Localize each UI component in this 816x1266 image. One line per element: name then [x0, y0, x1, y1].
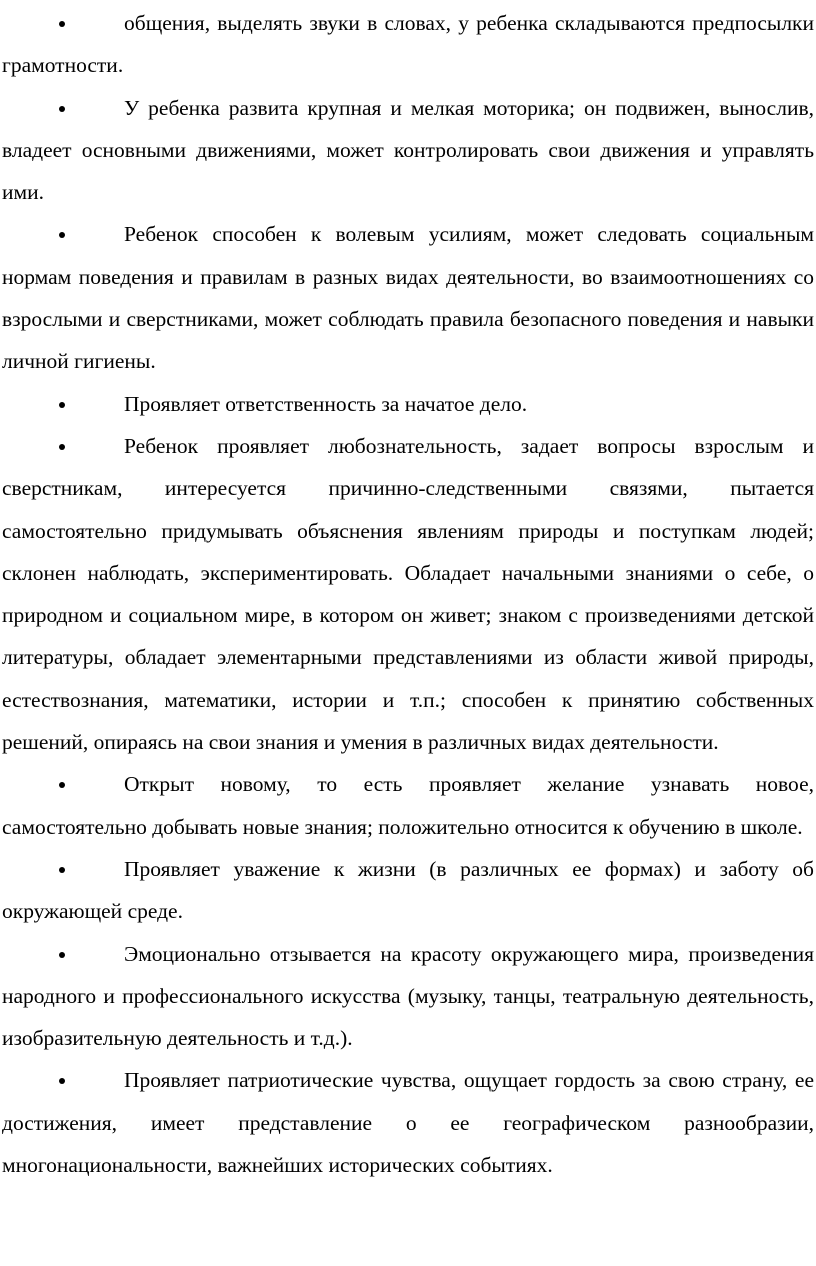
bullet-item	[2, 213, 814, 382]
bullet-dot-icon	[59, 383, 66, 425]
bullet-dot-icon	[59, 213, 66, 255]
bullet-item	[2, 848, 814, 933]
bullet-item-text: Проявляет патриотические чувства, ощущает гордость за свою страну, ее достижения, имеет представление о ее географическом разнообразии, многонациональности, важнейших исторических событиях.	[2, 1068, 814, 1178]
bullet-item-text: Ребенок способен к волевым усилиям, может следовать социальным нормам поведения и правилам в разных видах деятельности, во взаимоотношениях со взрослыми и сверстниками, может соблюдать правила безопасного поведения и навыки личной гигиены.	[2, 222, 814, 374]
bullet-dot-icon	[59, 2, 66, 44]
bullet-dot-icon	[59, 848, 66, 890]
bullet-item-text: Эмоционально отзывается на красоту окружающего мира, произведения народного и профессионального искусства (музыку, танцы, театральную деятельность, изобразительную деятельность и т.д.).	[2, 941, 814, 1051]
bullet-item	[2, 1059, 814, 1186]
bullet-dot-icon	[59, 763, 66, 805]
bullet-item	[2, 87, 814, 214]
bullet-dot-icon	[59, 933, 66, 975]
bullet-dot-icon	[59, 425, 66, 467]
bullet-dot-icon	[59, 1059, 66, 1101]
bullet-item	[2, 933, 814, 1060]
bullet-dot-icon	[59, 87, 66, 129]
bullet-item-text: У ребенка развита крупная и мелкая моторика; он подвижен, вынослив, владеет основными движениями, может контролировать свои движения и управлять ими.	[2, 95, 814, 205]
bullet-item-text: Проявляет ответственность за начатое дело.	[124, 391, 528, 416]
bullet-item	[2, 425, 814, 763]
bullet-item-text: общения, выделять звуки в словах, у ребенка складываются предпосылки грамотности.	[2, 11, 814, 78]
bullet-item	[2, 383, 814, 425]
bullet-item-text: Открыт новому, то есть проявляет желание узнавать новое, самостоятельно добывать новые знания; положительно относится к обучению в школе.	[2, 772, 814, 839]
bullet-item	[2, 763, 814, 848]
bullet-item-text: Ребенок проявляет любознательность, задает вопросы взрослым и сверстникам, интересуется причинно-следственными связями, пытается самостоятельно придумывать объяснения явлениям природы и поступкам людей; склонен наблюдать, экспериментировать. Обладает начальными знаниями о себе, о природном и социальном мире, в котором он живет; знаком с произведениями детской литературы, обладает элементарными представлениями из области живой природы, естествознания, математики, истории и т.п.; способен к принятию собственных решений, опираясь на свои знания и умения в различных видах деятельности.	[2, 433, 814, 755]
bullet-item-text: Проявляет уважение к жизни (в различных ее формах) и заботу об окружающей среде.	[2, 856, 814, 924]
bullet-item	[2, 2, 814, 87]
